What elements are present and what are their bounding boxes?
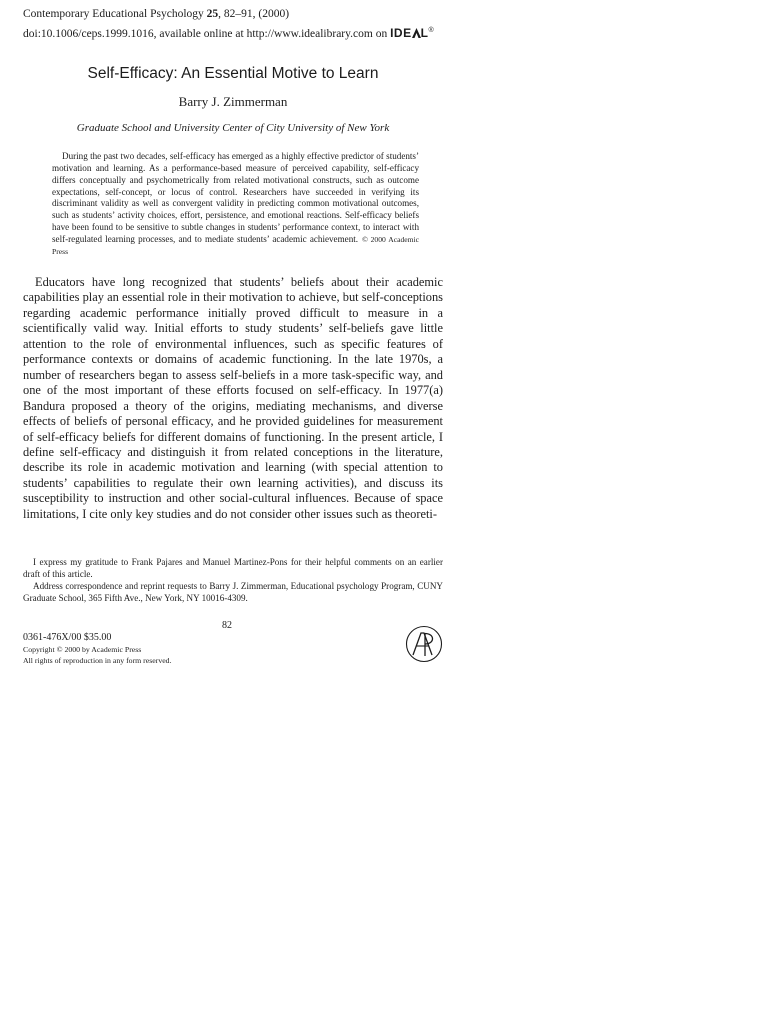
author-affiliation: Graduate School and University Center of City University of New York	[76, 122, 390, 134]
journal-pages-year: , 82–91, (2000)	[218, 8, 290, 20]
doi-text: doi:10.1006/ceps.1999.1016, available online at http://www.idealibrary.com on	[23, 28, 388, 40]
footnote-correspondence: Address correspondence and reprint requests to Barry J. Zimmerman, Educational psychology Program, CUNY Graduate School, 365 Fifth Ave., New York, NY 10016-4309.	[23, 581, 443, 603]
journal-citation	[23, 7, 289, 21]
ideal-logo-figure-icon	[412, 28, 421, 38]
article-title: Self-Efficacy: An Essential Motive to Learn	[87, 65, 379, 82]
doi-line	[23, 24, 434, 41]
copyright-block	[23, 644, 172, 666]
article-author: Barry J. Zimmerman	[178, 94, 288, 109]
copyright-line: Copyright © 2000 by Academic Press	[23, 645, 142, 654]
journal-volume: 25	[206, 8, 219, 20]
registered-mark: ®	[428, 27, 435, 34]
journal-name: Contemporary Educational Psychology	[23, 8, 207, 20]
issn-price: 0361-476X/00 $35.00	[23, 632, 112, 643]
ideal-logo-text: IDE	[390, 26, 412, 40]
footnote-acknowledgment: I express my gratitude to Frank Pajares and Manuel Martinez-Pons for their helpful comments on an earlier draft of this article.	[23, 557, 443, 579]
ideal-logo-tail: L	[420, 26, 429, 40]
academic-press-logo-icon	[405, 625, 443, 663]
abstract-copyright: © 2000 Academic Press	[52, 234, 419, 256]
page-number: 82	[222, 620, 232, 631]
abstract	[52, 151, 419, 258]
rights-line: All rights of reproduction in any form reserved.	[23, 656, 172, 665]
abstract-text: During the past two decades, self-efficacy has emerged as a highly effective predictor of students’ motivation and learning. As a performance-based measure of perceived capability, self-efficacy differs conceptually and psychometrically from related motivational constructs, such as outcome expectations, self-concept, or locus of control. Researchers have succeeded in verifying its discriminant validity as well as convergent validity in predicting common motivational outcomes, such as students’ activity choices, effort, persistence, and emotional reactions. Self-efficacy beliefs have been found to be sensitive to subtle changes in students’ performance context, to interact with self-regulated learning processes, and to mediate students’ academic achievement.	[52, 151, 419, 244]
ideal-logo	[390, 24, 434, 40]
body-paragraph: Educators have long recognized that students’ beliefs about their academic capabilities play an essential role in their motivation to achieve, but self-conceptions regarding academic performance initially proved difficult to measure in a scientifically valid way. Initial efforts to study students’ self-beliefs gave little attention to the role of environmental influences, such as specific features of performance contexts or domains of academic functioning. In the late 1970s, a number of researchers began to assess self-beliefs in a more task-specific way, and one of the most important of these efforts focused on self-efficacy. In 1977(a) Bandura proposed a theory of the origins, mediating mechanisms, and diverse effects of beliefs of personal efficacy, and he provided guidelines for measurement of self-efficacy beliefs for different domains of functioning. In the present article, I define self-efficacy and distinguish it from related conceptions in the literature, describe its role in academic motivation and learning (with special attention to students’ capabilities to regulate their own learning activities), and discuss its susceptibility to instruction and other social-cultural influences. Because of space limitations, I cite only key studies and do not consider other issues such as theoreti-	[23, 275, 443, 521]
